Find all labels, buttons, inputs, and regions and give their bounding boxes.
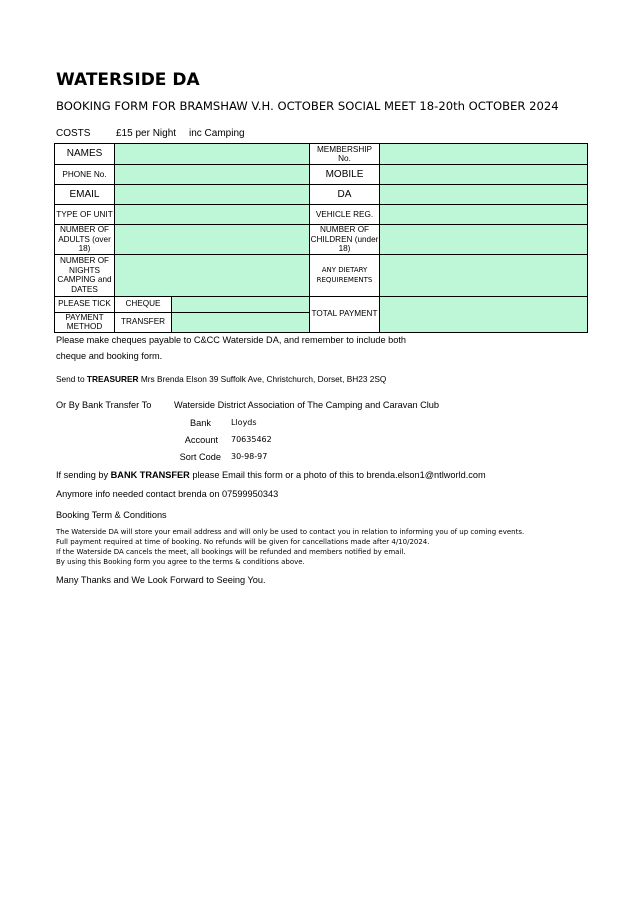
type-of-unit-input[interactable] [115, 205, 310, 225]
mobile-label: MOBILE [310, 165, 380, 185]
account-label: Account [184, 435, 218, 445]
da-input[interactable] [380, 185, 588, 205]
please-tick-label: PLEASE TICK [55, 296, 115, 312]
cheque-instruction-line2: cheque and booking form. [56, 351, 163, 361]
children-input[interactable] [380, 225, 588, 255]
account-value: 70635462 [231, 435, 272, 444]
vehicle-reg-label: VEHICLE REG. [310, 205, 380, 225]
terms-heading: Booking Term & Conditions [56, 510, 167, 520]
adults-label: NUMBER OF ADULTS (over 18) [55, 225, 115, 255]
bank-value: Lloyds [231, 418, 257, 427]
membership-label: MEMBERSHIP No. [310, 144, 380, 165]
type-of-unit-label: TYPE OF UNIT [55, 205, 115, 225]
treasurer-address: Mrs Brenda Elson 39 Suffolk Ave, Christchurch, Dorset, BH23 2SQ [140, 374, 387, 384]
terms-line-3: If the Waterside DA cancels the meet, all bookings will be refunded and members notified by email. [56, 548, 406, 556]
costs-line [56, 128, 296, 140]
bank-transfer-intro: Or By Bank Transfer To [56, 400, 152, 410]
children-label: NUMBER OF CHILDREN (under 18) [310, 225, 379, 253]
bank-payee: Waterside District Association of The Camping and Caravan Club [174, 400, 440, 410]
terms-line-4: By using this Booking form you agree to the terms & conditions above. [56, 558, 305, 566]
nights-input[interactable] [115, 254, 310, 296]
phone-input[interactable] [115, 165, 310, 185]
adults-input[interactable] [115, 225, 310, 255]
email-label: EMAIL [55, 185, 115, 205]
transfer-email-note [56, 470, 486, 480]
send-to-label: Send to [56, 374, 85, 384]
cheque-instruction-line1: Please make cheques payable to C&CC Waterside DA, and remember to include both [56, 335, 406, 345]
phone-label: PHONE No. [55, 165, 115, 185]
transfer-note-bold: BANK TRANSFER [110, 470, 190, 480]
terms-line-1: The Waterside DA will store your email address and will only be used to contact you in relation to informing you of up coming events. [56, 528, 525, 536]
names-label: NAMES [55, 144, 115, 165]
vehicle-reg-input[interactable] [380, 205, 588, 225]
membership-input[interactable] [380, 144, 588, 165]
dietary-label: ANY DIETARY REQUIREMENTS [310, 254, 380, 296]
contact-info: Anymore info needed contact brenda on 07599950343 [56, 489, 279, 499]
terms-line-2: Full payment required at time of booking. No refunds will be given for cancellations made after 4/10/2024. [56, 538, 430, 546]
cheque-tick-box[interactable] [172, 296, 310, 312]
page-title: WATERSIDE DA [56, 70, 200, 90]
costs-label: COSTS [56, 128, 91, 139]
total-payment-input[interactable] [380, 296, 588, 332]
sort-code-value: 30-98-97 [231, 452, 268, 461]
da-label: DA [310, 185, 380, 205]
transfer-note-prefix: If sending by [56, 470, 109, 480]
transfer-label: TRANSFER [115, 312, 172, 332]
closing-message: Many Thanks and We Look Forward to Seeing You. [56, 575, 266, 585]
bank-label: Bank [190, 418, 211, 428]
sort-code-label: Sort Code [179, 452, 221, 462]
transfer-note-suffix: please Email this form or a photo of this to brenda.elson1@ntlworld.com [192, 470, 486, 480]
total-payment-label: TOTAL PAYMENT [310, 296, 380, 332]
costs-note: inc Camping [189, 128, 245, 139]
send-to-line [56, 374, 386, 384]
costs-price: £15 per Night [116, 128, 177, 139]
payment-method-label: PAYMENT METHOD [55, 312, 115, 332]
dietary-input[interactable] [380, 254, 588, 296]
treasurer-label: TREASURER [86, 374, 139, 384]
form-subtitle: BOOKING FORM FOR BRAMSHAW V.H. OCTOBER SOCIAL MEET 18-20th OCTOBER 2024 [56, 99, 559, 113]
email-input[interactable] [115, 185, 310, 205]
booking-form-table [54, 143, 588, 333]
transfer-tick-box[interactable] [172, 312, 310, 332]
mobile-input[interactable] [380, 165, 588, 185]
nights-label: NUMBER OF NIGHTS CAMPING and DATES [55, 254, 115, 296]
names-input[interactable] [115, 144, 310, 165]
cheque-label: CHEQUE [115, 296, 172, 312]
